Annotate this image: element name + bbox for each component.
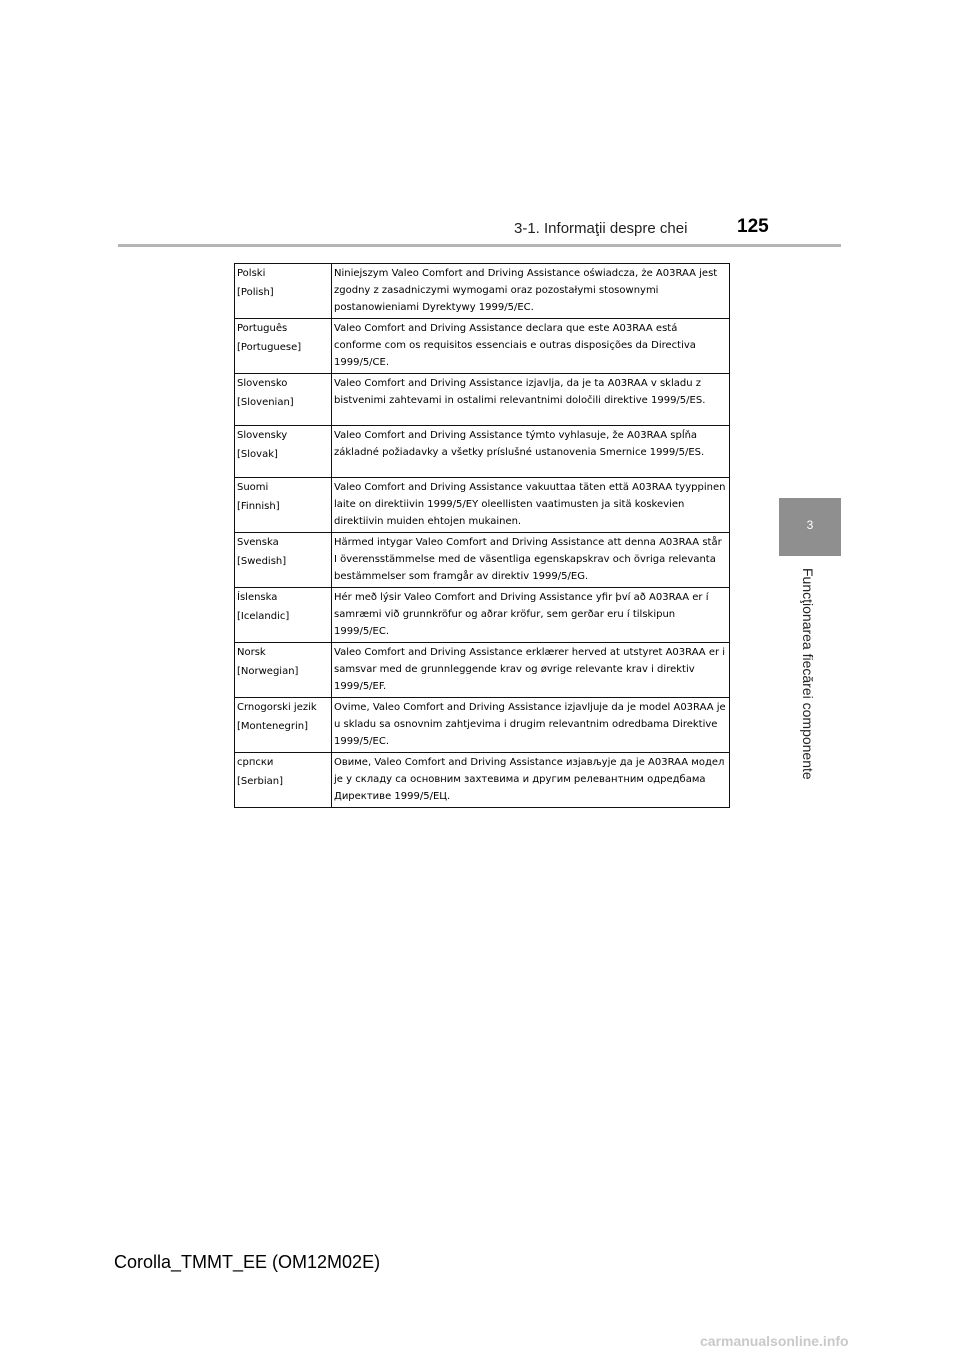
table-row [235,643,730,698]
chapter-title: Funcţionarea fiecărei componente [800,568,816,780]
language-name: Português [237,323,288,334]
footer-model-code: Corolla_TMMT_EE (OM12M02E) [114,1252,381,1272]
declaration-text: Valeo Comfort and Driving Assistance týmto vyhlasuje, že A03RAA spĺňa základné požiadavky a všetky príslušné ustanovenia Smernice 1999/5/ES. [332,426,730,478]
declaration-text: Valeo Comfort and Driving Assistance erklærer herved at utstyret A03RAA er i samsvar med de grunnleggende krav og øvrige relevante krav i direktiv 1999/5/EF. [332,643,730,698]
language-cell [235,478,332,533]
language-cell [235,319,332,374]
table-row [235,698,730,753]
language-name: Íslenska [237,592,278,603]
declaration-text: Härmed intygar Valeo Comfort and Driving Assistance att denna A03RAA står I överensstämmelse med de väsentliga egenskapskrav och övriga relevanta bestämmelser som framgår av direktiv 1999/5/EG. [332,533,730,588]
language-cell [235,426,332,478]
table-row [235,374,730,426]
language-english: [Slovak] [237,449,278,460]
language-name: Slovensky [237,430,288,441]
language-cell [235,698,332,753]
language-cell [235,643,332,698]
chapter-tab [779,498,841,556]
language-cell [235,588,332,643]
declaration-text: Valeo Comfort and Driving Assistance vakuuttaa täten että A03RAA tyyppinen laite on direktiivin 1999/5/EY oleellisten vaatimusten ja sitä koskevien direktiivin muiden ehtojen mukainen. [332,478,730,533]
language-cell [235,374,332,426]
language-english: [Montenegrin] [237,721,309,732]
language-name: Svenska [237,537,279,548]
header-divider [118,244,841,247]
language-name: Crnogorski jezik [237,702,317,713]
watermark: carmanualsonline.info [700,1333,849,1349]
language-name: српски [237,757,274,768]
declaration-text: Овиме, Valeo Comfort and Driving Assistance изјављује да је A03RAA модел је у складу са основним захтевима и другим релевантним одредбама Директиве 1999/5/ЕЦ. [332,753,730,808]
table-row [235,478,730,533]
declaration-text: Niniejszym Valeo Comfort and Driving Assistance oświadcza, że A03RAA jest zgodny z zasadniczymi wymogami oraz pozostałymi stosownymi postanowieniami Dyrektywy 1999/5/EC. [332,264,730,319]
declarations-table [234,263,730,808]
table-row [235,753,730,808]
language-name: Slovensko [237,378,288,389]
table-row [235,533,730,588]
language-cell [235,753,332,808]
table-row [235,426,730,478]
language-english: [Serbian] [237,776,284,787]
table-row [235,588,730,643]
language-english: [Norwegian] [237,666,299,677]
table-row [235,319,730,374]
table-row [235,264,730,319]
language-english: [Portuguese] [237,342,302,353]
language-english: [Icelandic] [237,611,290,622]
language-name: Polski [237,268,266,279]
language-cell [235,264,332,319]
language-english: [Swedish] [237,556,287,567]
page-number: 125 [737,216,769,237]
declaration-text: Valeo Comfort and Driving Assistance izjavlja, da je ta A03RAA v skladu z bistvenimi zahtevami in ostalimi relevantnimi določili direktive 1999/5/ES. [332,374,730,426]
language-name: Suomi [237,482,269,493]
chapter-number: 3 [806,518,814,532]
language-name: Norsk [237,647,266,658]
section-title: 3-1. Informaţii despre chei [514,220,688,237]
language-cell [235,533,332,588]
declaration-text: Hér með lýsir Valeo Comfort and Driving Assistance yfir því að A03RAA er í samræmi við grunnkröfur og aðrar kröfur, sem gerðar eru í tilskipun 1999/5/EC. [332,588,730,643]
language-english: [Finnish] [237,501,280,512]
language-english: [Slovenian] [237,397,294,408]
language-english: [Polish] [237,287,274,298]
declaration-text: Valeo Comfort and Driving Assistance declara que este A03RAA está conforme com os requisitos essenciais e outras disposições da Directiva 1999/5/CE. [332,319,730,374]
declaration-text: Ovime, Valeo Comfort and Driving Assistance izjavljuje da je model A03RAA je u skladu sa osnovnim zahtjevima i drugim relevantnim odredbama Direktive 1999/5/EC. [332,698,730,753]
